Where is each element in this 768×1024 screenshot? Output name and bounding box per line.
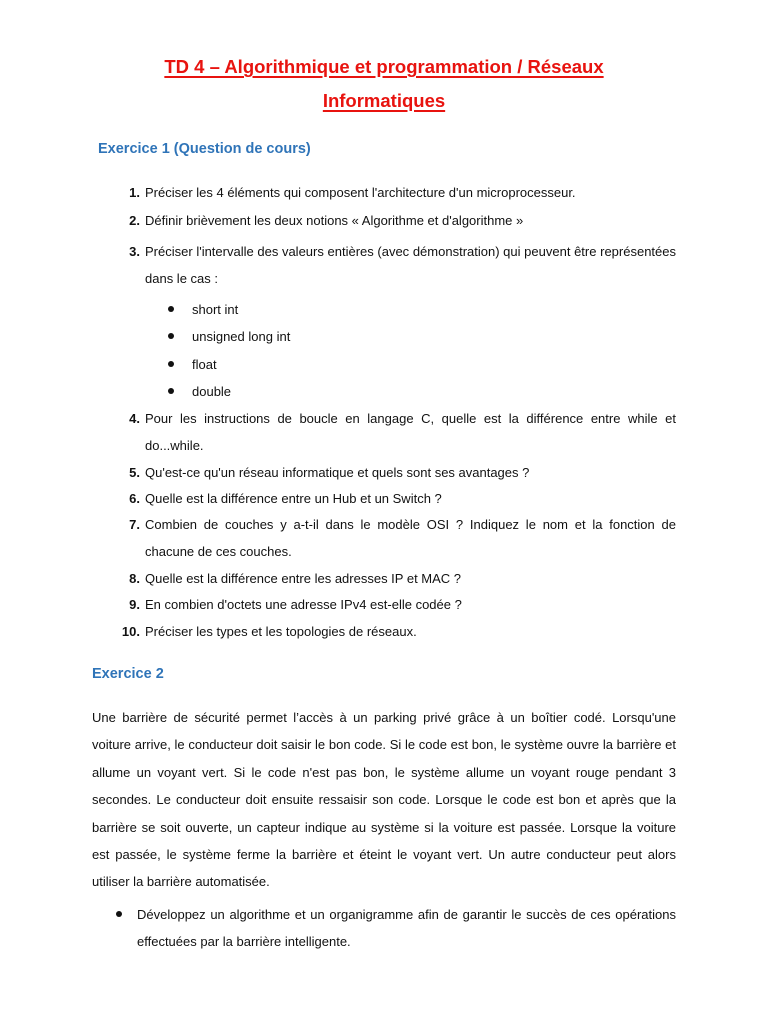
question-text: Combien de couches y a-t-il dans le modèle OSI ? Indiquez le nom et la fonction de chacune de ces couches. [145, 517, 676, 559]
question-text: Préciser l'intervalle des valeurs entières (avec démonstration) qui peuvent être représentées dans le cas : [145, 244, 676, 286]
question-number: 6. [129, 491, 140, 506]
bullet-icon [116, 911, 122, 917]
bullet-icon [168, 306, 174, 312]
title-line-1: TD 4 – Algorithmique et programmation / Réseaux [164, 56, 604, 77]
question-text: Définir brièvement les deux notions « Algorithme et d'algorithme » [145, 213, 524, 228]
question-number: 9. [129, 597, 140, 612]
question-number: 1. [129, 185, 140, 200]
question-number: 2. [129, 213, 140, 228]
question-text: Préciser les types et les topologies de réseaux. [145, 624, 417, 639]
question-text: Pour les instructions de boucle en langage C, quelle est la différence entre while et do...while. [145, 411, 676, 453]
document-title [0, 50, 768, 118]
bullet-icon [168, 388, 174, 394]
question-number: 3. [129, 244, 140, 259]
type-label: unsigned long int [192, 329, 291, 344]
bullet-icon [168, 333, 174, 339]
question-number: 4. [129, 411, 140, 426]
exercise2-heading: Exercice 2 [92, 666, 164, 682]
bullet-icon [168, 361, 174, 367]
question-text: Quelle est la différence entre un Hub et un Switch ? [145, 491, 442, 506]
question-text: Quelle est la différence entre les adresses IP et MAC ? [145, 571, 462, 586]
title-line-2: Informatiques [322, 90, 446, 111]
question-number: 10. [121, 624, 140, 639]
question-number: 8. [129, 571, 140, 586]
question-text: En combien d'octets une adresse IPv4 est-elle codée ? [145, 597, 462, 612]
question-text: Préciser les 4 éléments qui composent l'architecture d'un microprocesseur. [145, 185, 576, 200]
exercise1-heading: Exercice 1 (Question de cours) [98, 141, 311, 157]
exercise2-task-text: Développez un algorithme et un organigramme afin de garantir le succès de ces opérations effectuées par la barrière intelligente. [137, 907, 676, 949]
exercise2-paragraph: Une barrière de sécurité permet l’accès à un parking privé grâce à un boîtier codé. Lorsqu'une voiture arrive, le conducteur doit saisir le bon code. Si le code est bon, le système ouvre la barrière et allume un voyant vert. Si le code n'est pas bon, le système allume un voyant rouge pendant 3 secondes. Le conducteur doit ensuite ressaisir son code. Lorsque le code est bon et après que la barrière se soit ouverte, un capteur indique au système si la voiture est passée. Lorsque la voiture est passée, le système ferme la barrière et éteint le voyant vert. Un autre conducteur peut alors utiliser la barrière automatisée. [92, 710, 676, 890]
question-text: Qu'est-ce qu'un réseau informatique et quels sont ses avantages ? [145, 465, 530, 480]
type-label: short int [192, 302, 239, 317]
type-label: double [192, 384, 232, 399]
type-label: float [192, 357, 217, 372]
question-number: 5. [129, 465, 140, 480]
question-number: 7. [129, 517, 140, 532]
